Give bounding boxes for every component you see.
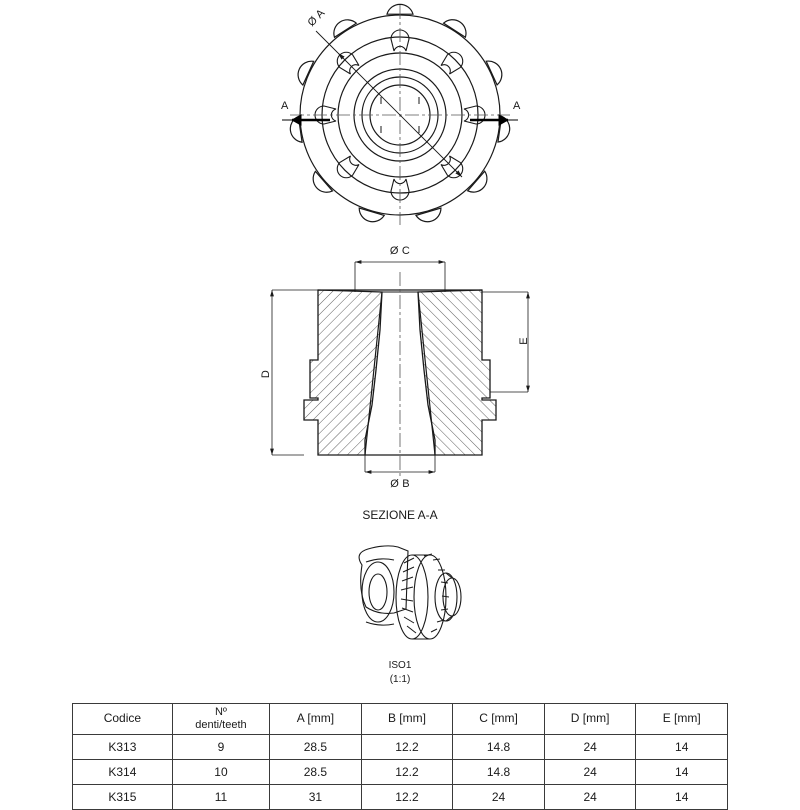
cell-c: 14.8 xyxy=(453,735,545,760)
cell-code: K315 xyxy=(73,785,173,810)
cell-b: 12.2 xyxy=(361,785,453,810)
caption-iso-name: ISO1 xyxy=(388,660,412,671)
table-row xyxy=(73,760,728,785)
cell-d: 24 xyxy=(544,785,636,810)
label-height-e: E xyxy=(517,337,530,345)
specification-table xyxy=(72,703,728,810)
cell-c: 24 xyxy=(453,785,545,810)
cell-e: 14 xyxy=(636,785,728,810)
cell-a: 31 xyxy=(270,785,362,810)
header-e: E [mm] xyxy=(636,704,728,735)
label-diameter-b: Ø B xyxy=(390,478,410,490)
cell-d: 24 xyxy=(544,735,636,760)
cell-a: 28.5 xyxy=(270,760,362,785)
cell-c: 14.8 xyxy=(453,760,545,785)
label-diameter-a: Ø A xyxy=(305,7,328,29)
cell-e: 14 xyxy=(636,760,728,785)
table-row xyxy=(73,785,728,810)
cell-code: K313 xyxy=(73,735,173,760)
cell-b: 12.2 xyxy=(361,735,453,760)
section-mark-left: A xyxy=(281,100,289,112)
header-d: D [mm] xyxy=(544,704,636,735)
cell-e: 14 xyxy=(636,735,728,760)
header-c: C [mm] xyxy=(453,704,545,735)
label-height-d: D xyxy=(260,369,273,379)
header-codice: Codice xyxy=(73,704,173,735)
iso-view xyxy=(359,546,461,639)
cell-d: 24 xyxy=(544,760,636,785)
header-teeth-line1: Nº xyxy=(214,706,227,719)
header-teeth-line2: denti/teeth xyxy=(195,719,247,731)
section-mark-right: A xyxy=(513,100,521,112)
cell-a: 28.5 xyxy=(270,735,362,760)
label-diameter-c: Ø C xyxy=(389,245,411,257)
header-b: B [mm] xyxy=(361,704,453,735)
caption-iso-scale: (1:1) xyxy=(389,674,411,685)
table-header-row xyxy=(73,704,728,735)
header-a: A [mm] xyxy=(270,704,362,735)
caption-section: SEZIONE A-A xyxy=(362,508,438,522)
cell-teeth: 10 xyxy=(172,760,269,785)
cell-code: K314 xyxy=(73,760,173,785)
table-row xyxy=(73,735,728,760)
cell-teeth: 11 xyxy=(172,785,269,810)
section-view-a-a xyxy=(272,262,528,478)
header-teeth xyxy=(172,704,269,735)
cell-teeth: 9 xyxy=(172,735,269,760)
top-view-sprocket xyxy=(282,4,518,225)
cell-b: 12.2 xyxy=(361,760,453,785)
